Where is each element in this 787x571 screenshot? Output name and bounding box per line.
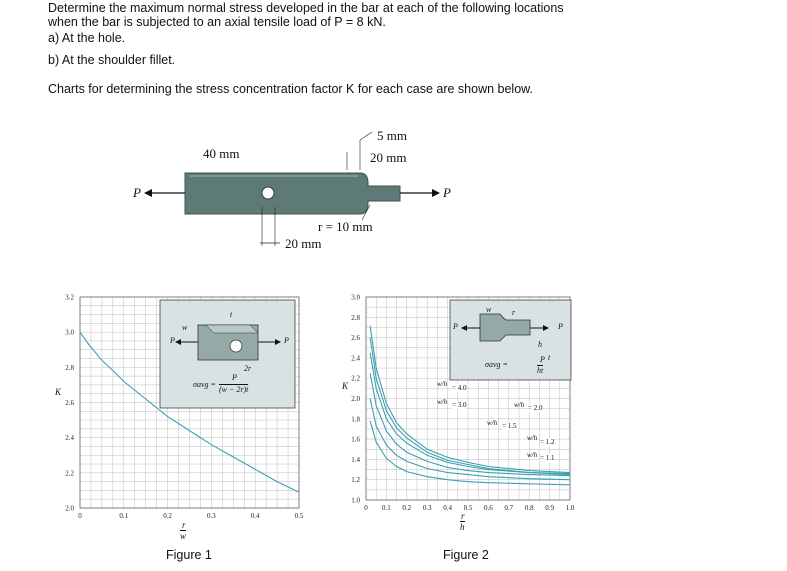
y-tick-label: 1.2 — [351, 476, 360, 485]
y-tick-label: 2.0 — [65, 504, 74, 513]
x-tick-label: 0.7 — [504, 504, 514, 512]
fig2-label-wh-15: w/h — [487, 419, 498, 427]
x-tick-label: 0.4 — [250, 512, 260, 520]
y-tick-label: 2.4 — [351, 354, 360, 363]
fig2-xlabel-num: r — [461, 511, 465, 521]
fig1-xlabel-den: w — [180, 531, 187, 541]
x-tick-label: 1.0 — [565, 504, 575, 512]
fig1-inset-2r: 2r — [244, 364, 252, 373]
x-tick-label: 0 — [78, 512, 82, 520]
y-tick-label: 1.8 — [351, 415, 360, 424]
part-b: b) At the shoulder fillet. — [48, 53, 176, 67]
figure1-caption: Figure 1 — [166, 548, 212, 562]
fig2-inset-frac-den: ht — [537, 366, 544, 375]
y-tick-label: 2.2 — [351, 374, 360, 383]
x-tick-label: 0.9 — [545, 504, 554, 512]
x-tick-label: 0.5 — [294, 512, 304, 520]
y-tick-label: 2.8 — [65, 363, 74, 372]
fig1-inset-frac-num: P — [232, 373, 237, 382]
fig2-label-wh-11: w/h — [527, 451, 538, 459]
y-tick-label: 3.0 — [351, 293, 360, 302]
x-tick-label: 0.5 — [463, 504, 473, 512]
x-tick-label: 0.8 — [524, 504, 534, 512]
fig2-inset-t: t — [548, 353, 551, 362]
fig2-inset-w: w — [486, 305, 492, 314]
fig2-inset-sigma: σavg = — [485, 360, 508, 369]
fig1-ylabel: K — [55, 387, 62, 397]
fig2-label-40: = 4.0 — [452, 384, 467, 392]
load-label-right: P — [443, 185, 451, 200]
y-tick-label: 3.2 — [65, 293, 74, 302]
fig2-label-15: = 1.5 — [502, 422, 517, 430]
width-label: 40 mm — [203, 146, 240, 161]
y-tick-label: 1.6 — [351, 435, 360, 444]
fig2-inset-p-right: P — [558, 322, 563, 331]
question-line-2: when the bar is subjected to an axial tensile load of P = 8 kN. — [48, 15, 386, 29]
fig2-label-12: = 1.2 — [540, 438, 555, 446]
x-tick-label: 0.4 — [443, 504, 452, 512]
part-a: a) At the hole. — [48, 31, 126, 45]
x-tick-label: 0.2 — [163, 512, 172, 520]
narrow-width-label: 20 mm — [285, 236, 322, 251]
x-tick-label: 0.3 — [422, 504, 432, 512]
fig1-xlabel-num: r — [182, 520, 186, 530]
fig2-label-wh-12: w/h — [527, 434, 538, 442]
fig1-inset-sigma: σavg = — [193, 380, 216, 389]
y-tick-label: 3.0 — [65, 328, 74, 337]
fig2-label-wh-20: w/h — [514, 401, 525, 409]
fig1-inset-w: w — [182, 323, 188, 332]
x-tick-label: 0.3 — [207, 512, 216, 520]
hole-dim-label: 5 mm — [377, 128, 407, 143]
x-tick-label: 0.6 — [484, 504, 493, 512]
fig1-inset-frac-den: (w − 2r)t — [219, 385, 249, 394]
x-tick-label: 0 — [364, 504, 368, 512]
fig1-inset-p-left: P — [170, 336, 175, 345]
question-line-1: Determine the maximum normal stress developed in the bar at each of the following locations — [48, 1, 564, 15]
fig2-inset-r: r — [512, 308, 516, 317]
x-tick-label: 0.2 — [402, 504, 412, 512]
figure2-caption: Figure 2 — [443, 548, 489, 562]
fig1-inset-p-right: P — [284, 336, 289, 345]
y-tick-label: 2.8 — [351, 313, 360, 322]
fillet-radius-label: r = 10 mm — [318, 219, 373, 234]
fig2-inset-frac-num: P — [540, 355, 545, 364]
fig2-inset-p-left: P — [453, 322, 458, 331]
fig2-ylabel: K — [342, 381, 349, 391]
y-tick-label: 2.6 — [65, 399, 74, 407]
fig2-label-20: = 2.0 — [528, 404, 543, 412]
y-tick-label: 2.2 — [65, 469, 74, 478]
fig1-inset-t: t — [230, 310, 233, 319]
fig2-inset-h: h — [538, 340, 542, 349]
x-tick-label: 0.1 — [119, 512, 129, 520]
fig2-label-wh-30: w/h — [437, 398, 448, 406]
fig2-label-wh-40: w/h — [437, 380, 448, 388]
fig2-xlabel-den: h — [460, 522, 465, 532]
charts-note: Charts for determining the stress concentration factor K for each case are shown below. — [48, 82, 533, 96]
y-tick-label: 1.4 — [351, 455, 360, 464]
thickness-dim-label: 20 mm — [370, 150, 407, 165]
y-tick-label: 1.0 — [351, 496, 360, 505]
fig2-label-30: = 3.0 — [452, 401, 467, 409]
fig2-label-11: = 1.1 — [540, 454, 555, 462]
load-label-left: P — [133, 185, 141, 200]
y-tick-label: 2.4 — [65, 434, 74, 443]
y-tick-label: 2.0 — [351, 395, 360, 403]
x-tick-label: 0.1 — [382, 504, 391, 512]
figure2-inset — [450, 300, 571, 380]
y-tick-label: 2.6 — [351, 334, 360, 343]
